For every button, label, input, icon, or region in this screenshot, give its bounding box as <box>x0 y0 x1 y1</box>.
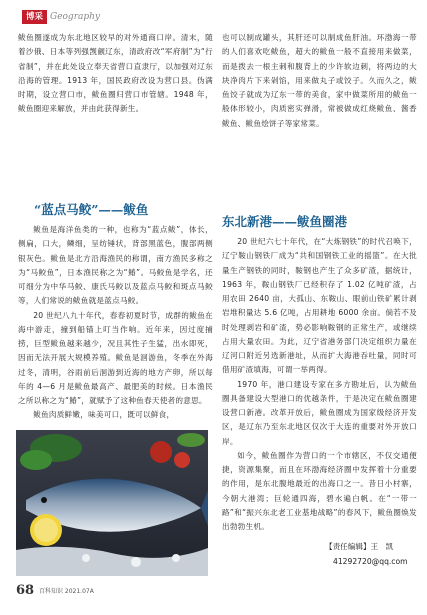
right-column-body <box>222 235 417 534</box>
magazine-issue: 百科知识 2021.07A <box>39 588 94 595</box>
page-header <box>0 0 427 34</box>
section-heading-port: 东北新港——鲅鱼圈港 <box>222 214 348 229</box>
paragraph: 鲅鱼肉质鲜嫩，味美可口，既可以鲜食， <box>33 410 175 420</box>
paragraph: 如今，鲅鱼圈作为营口的一个市辖区，不仅交通便捷，资源集聚，而且在环渤海经济圈中发挥着十分重要的作用，是东北腹地最近的出海口之一。昔日小村寨，今朝大港湾；巨轮通四海，碧水遍白帆。在“一带一路”和“振兴东北老工业基地战略”的春风下，鲅鱼圈焕发出勃勃生机。 <box>222 450 417 531</box>
editor-email: 41292720@qq.com <box>333 557 408 566</box>
fish-photo-image <box>16 430 208 576</box>
paragraph: 也可以制成罐头，其肝还可以制成鱼肝油。环渤海一带的人们喜欢吃鲅鱼，超大的鲅鱼一般不直接用来做菜，而是拨去一根主刺和腹背上的少许软边刺，将两边的大块净肉片下来剁馅，用来做丸子或饺子。久而久之，鲅鱼饺子就成为辽东一带的美食，家中做菜所用的鲅鱼一般体形较小，肉质密实弹滑，常被做成红烧鲅鱼、酱香鲅鱼、鲅鱼烩饼子等家常菜。 <box>222 33 417 128</box>
left-column-body <box>18 223 213 423</box>
section-badge: 博采 <box>22 10 47 24</box>
page-number: 68 <box>16 583 35 598</box>
left-column-top <box>18 31 213 117</box>
paragraph: 20 世纪八九十年代，春春初夏时节，成群的鲅鱼在海中游走，撞到船锚上叮当作响。近年来，因过度捕捞，巨型鲅鱼越来越少，况且其性子生猛，出水即死，因而无法开展大规模养殖。鲅鱼是洄游鱼，冬季在外海过冬，清明，谷雨前后洄游到近海的地方产卵，所以每年的 4—6 月是鲅鱼最高产、最肥美的时候。日本渔民之所以称之为“鰆”，就赋予了这种鱼春天使者的意思。 <box>18 310 213 405</box>
paragraph: 1970 年，港口建设专家在多方勘址后，认为鲅鱼圈具备建设大型港口的优越条件，于是决定在鲅鱼圈建设营口新港。改革开放后，鲅鱼圈成为国家级经济开发区，是辽东乃至东北地区仅次于大连的重要对外开放口岸。 <box>222 379 417 446</box>
paragraph: 鲅鱼圈遂成为东北地区较早的对外通商口岸。清末，随着沙俄、日本等列强觊觎辽东，清政府改“军府制”为“行省制”，并在此处设立奉天省营口直隶厅，以加强对辽东沿海的管理。1913 年，国民政府改设为营口县。伪满时期，设立营口市，鲅鱼圈归营口市管辖。1948 年，鲅鱼圈迎来解放，并由此获得新生。 <box>18 33 213 114</box>
section-heading-mackerel: “蓝点马鲛”——鲅鱼 <box>34 202 149 217</box>
fish-photo <box>16 430 208 576</box>
section-name-english: Geography <box>50 12 101 22</box>
paragraph: 鲅鱼是海洋鱼类的一种，也称为“蓝点鲅”，体长，侧扁，口大，鳞细，呈纺锤状，背部黑蓝色，腹部两侧银灰色。鲅鱼是北方沿海渔民的称谓，南方渔民多称之为“马鲛鱼”，日本渔民称之为“鰆”。马鲛鱼是学名，还可细分为中华马鲛、康氏马鲛以及蓝点马鲛和斑点马鲛等，人们常说的鲅鱼就是蓝点马鲛。 <box>18 225 213 306</box>
right-column-top <box>222 31 417 131</box>
editor-credit: 【责任编辑】王 凯 <box>325 542 394 551</box>
paragraph: 20 世纪六七十年代，在“大炼钢铁”的时代召唤下，辽宁鞍山钢铁厂成为“共和国钢铁工业的摇篮”。在大批量生产钢铁的同时，鞍钢也产生了众多矿渣，据统计，1963 年，鞍山钢铁厂已经积存了 1.02 亿吨矿渣，占用农田 2640 亩，大孤山、东鞍山、眼前山铁矿累计剥岩堆积量达 5.6 亿吨，占用耕地 6000 余亩。倘若不及时处理剥岩和矿渣，势必影响鞍钢的正常生产，或继续占用大量农田。为此，辽宁省港务部门决定组织力量在辽河口附近另选新港址，从而扩大海港吞吐量，同时可借用矿渣填海，可谓一举两得。 <box>222 237 417 375</box>
